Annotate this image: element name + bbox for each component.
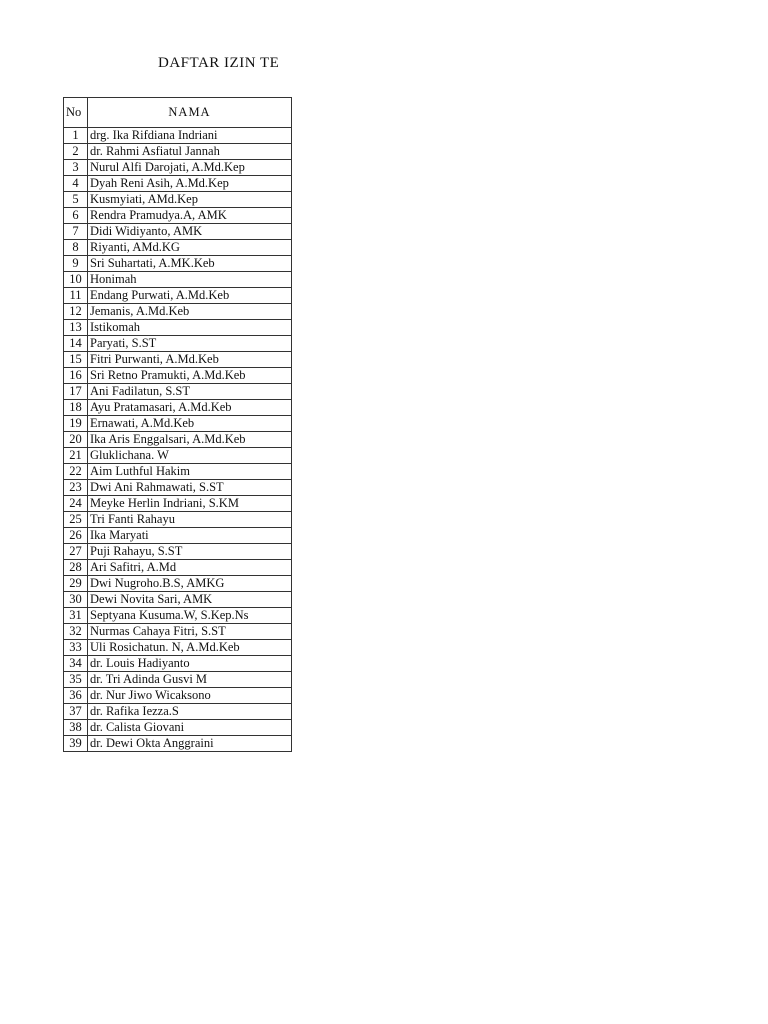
staff-name: Rendra Pramudya.A, AMK	[88, 208, 292, 224]
table-row	[64, 336, 292, 352]
staff-name: Dwi Nugroho.B.S, AMKG	[88, 576, 292, 592]
row-number: 18	[64, 400, 88, 416]
staff-name: Uli Rosichatun. N, A.Md.Keb	[88, 640, 292, 656]
row-number: 12	[64, 304, 88, 320]
table-row	[64, 384, 292, 400]
staff-name: dr. Dewi Okta Anggraini	[88, 736, 292, 752]
staff-name: Jemanis, A.Md.Keb	[88, 304, 292, 320]
staff-name: drg. Ika Rifdiana Indriani	[88, 128, 292, 144]
table-row	[64, 256, 292, 272]
staff-name: Dewi Novita Sari, AMK	[88, 592, 292, 608]
row-number: 2	[64, 144, 88, 160]
staff-name: Fitri Purwanti, A.Md.Keb	[88, 352, 292, 368]
table-row	[64, 624, 292, 640]
staff-name: dr. Louis Hadiyanto	[88, 656, 292, 672]
staff-name: Honimah	[88, 272, 292, 288]
row-number: 28	[64, 560, 88, 576]
table-header-row	[64, 98, 292, 128]
staff-name: dr. Rafika Iezza.S	[88, 704, 292, 720]
row-number: 8	[64, 240, 88, 256]
table-row	[64, 576, 292, 592]
row-number: 5	[64, 192, 88, 208]
table-row	[64, 272, 292, 288]
row-number: 24	[64, 496, 88, 512]
table-row	[64, 720, 292, 736]
staff-name: dr. Rahmi Asfiatul Jannah	[88, 144, 292, 160]
table-body	[64, 128, 292, 752]
staff-name: Ika Aris Enggalsari, A.Md.Keb	[88, 432, 292, 448]
table-row	[64, 528, 292, 544]
staff-name: Septyana Kusuma.W, S.Kep.Ns	[88, 608, 292, 624]
staff-name: Dyah Reni Asih, A.Md.Kep	[88, 176, 292, 192]
row-number: 31	[64, 608, 88, 624]
row-number: 22	[64, 464, 88, 480]
staff-name: Didi Widiyanto, AMK	[88, 224, 292, 240]
row-number: 16	[64, 368, 88, 384]
row-number: 32	[64, 624, 88, 640]
staff-name: Ani Fadilatun, S.ST	[88, 384, 292, 400]
document-title: DAFTAR IZIN TE	[158, 55, 280, 71]
staff-name: Nurul Alfi Darojati, A.Md.Kep	[88, 160, 292, 176]
row-number: 7	[64, 224, 88, 240]
staff-name: dr. Tri Adinda Gusvi M	[88, 672, 292, 688]
table-row	[64, 240, 292, 256]
staff-name: Ernawati, A.Md.Keb	[88, 416, 292, 432]
table-row	[64, 288, 292, 304]
staff-name: Sri Retno Pramukti, A.Md.Keb	[88, 368, 292, 384]
table-row	[64, 640, 292, 656]
table-row	[64, 560, 292, 576]
staff-name: dr. Nur Jiwo Wicaksono	[88, 688, 292, 704]
row-number: 17	[64, 384, 88, 400]
table-row	[64, 304, 292, 320]
row-number: 4	[64, 176, 88, 192]
table-row	[64, 432, 292, 448]
table-row	[64, 352, 292, 368]
row-number: 15	[64, 352, 88, 368]
column-header-no: No	[64, 98, 88, 128]
row-number: 38	[64, 720, 88, 736]
row-number: 25	[64, 512, 88, 528]
staff-name: Puji Rahayu, S.ST	[88, 544, 292, 560]
staff-name: Istikomah	[88, 320, 292, 336]
row-number: 39	[64, 736, 88, 752]
staff-name: Dwi Ani Rahmawati, S.ST	[88, 480, 292, 496]
table-row	[64, 608, 292, 624]
staff-name: Paryati, S.ST	[88, 336, 292, 352]
table-row	[64, 128, 292, 144]
table-row	[64, 448, 292, 464]
staff-name: Meyke Herlin Indriani, S.KM	[88, 496, 292, 512]
table-row	[64, 672, 292, 688]
staff-name: Kusmyiati, AMd.Kep	[88, 192, 292, 208]
table-row	[64, 368, 292, 384]
table-row	[64, 512, 292, 528]
row-number: 27	[64, 544, 88, 560]
row-number: 26	[64, 528, 88, 544]
staff-name: Sri Suhartati, A.MK.Keb	[88, 256, 292, 272]
row-number: 9	[64, 256, 88, 272]
table-row	[64, 224, 292, 240]
row-number: 29	[64, 576, 88, 592]
table-row	[64, 496, 292, 512]
staff-name: Ari Safitri, A.Md	[88, 560, 292, 576]
row-number: 14	[64, 336, 88, 352]
row-number: 34	[64, 656, 88, 672]
table-row	[64, 592, 292, 608]
row-number: 33	[64, 640, 88, 656]
table-row	[64, 688, 292, 704]
staff-name: Nurmas Cahaya Fitri, S.ST	[88, 624, 292, 640]
table-row	[64, 736, 292, 752]
row-number: 35	[64, 672, 88, 688]
table-row	[64, 400, 292, 416]
row-number: 3	[64, 160, 88, 176]
table-row	[64, 208, 292, 224]
row-number: 1	[64, 128, 88, 144]
row-number: 20	[64, 432, 88, 448]
table-row	[64, 176, 292, 192]
table-row	[64, 192, 292, 208]
column-header-name: NAMA	[88, 98, 292, 128]
staff-name: Riyanti, AMd.KG	[88, 240, 292, 256]
staff-table	[63, 97, 292, 752]
table-row	[64, 656, 292, 672]
row-number: 19	[64, 416, 88, 432]
staff-name: Tri Fanti Rahayu	[88, 512, 292, 528]
row-number: 36	[64, 688, 88, 704]
table-row	[64, 480, 292, 496]
row-number: 23	[64, 480, 88, 496]
staff-name: dr. Calista Giovani	[88, 720, 292, 736]
table-row	[64, 704, 292, 720]
row-number: 37	[64, 704, 88, 720]
table-row	[64, 416, 292, 432]
staff-name: Ika Maryati	[88, 528, 292, 544]
row-number: 10	[64, 272, 88, 288]
table-row	[64, 144, 292, 160]
table-row	[64, 160, 292, 176]
row-number: 13	[64, 320, 88, 336]
table-row	[64, 544, 292, 560]
row-number: 30	[64, 592, 88, 608]
staff-name: Gluklichana. W	[88, 448, 292, 464]
staff-name: Ayu Pratamasari, A.Md.Keb	[88, 400, 292, 416]
row-number: 6	[64, 208, 88, 224]
staff-name: Endang Purwati, A.Md.Keb	[88, 288, 292, 304]
staff-name: Aim Luthful Hakim	[88, 464, 292, 480]
row-number: 11	[64, 288, 88, 304]
table-row	[64, 320, 292, 336]
table-row	[64, 464, 292, 480]
row-number: 21	[64, 448, 88, 464]
